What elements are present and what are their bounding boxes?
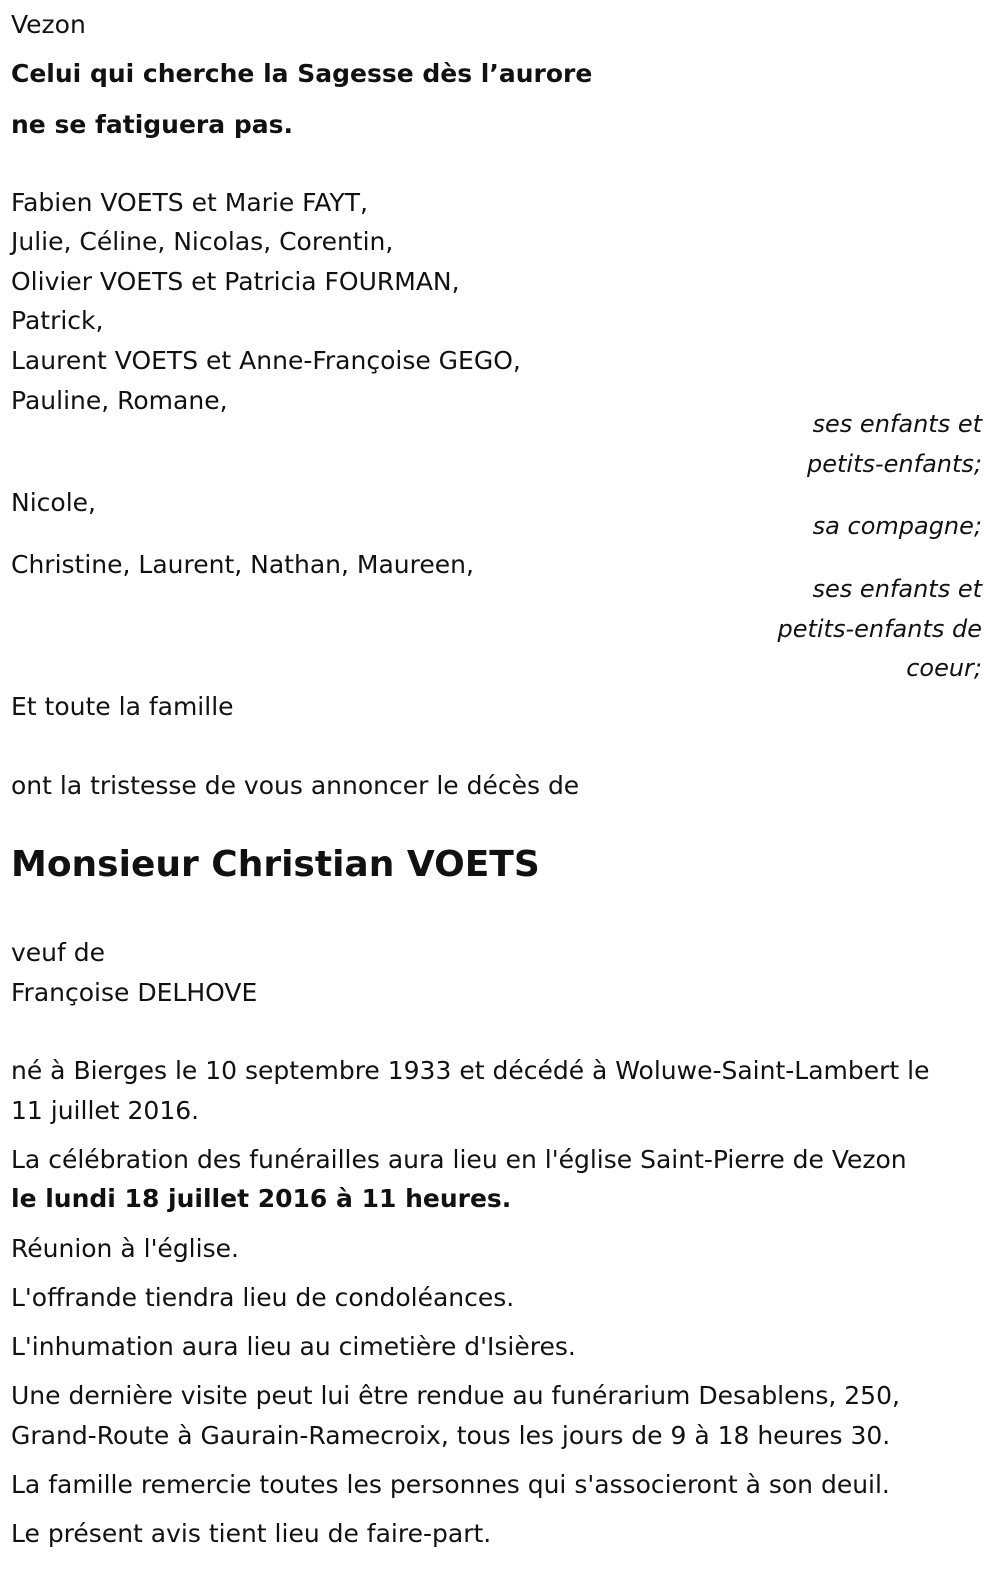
- visit-line-1: Une dernière visite peut lui être rendue au funérarium Desablens, 250,: [11, 1381, 900, 1410]
- burial-info: L'inhumation aura lieu au cimetière d'Isières.: [11, 1332, 576, 1361]
- spouse-name: Françoise DELHOVE: [11, 978, 258, 1007]
- heart-role-line-2: petits-enfants de: [777, 615, 982, 643]
- family-child-line: Pauline, Romane,: [11, 386, 228, 415]
- deceased-name: Monsieur Christian VOETS: [11, 844, 540, 885]
- quote-line-2: ne se fatiguera pas.: [11, 110, 293, 139]
- location: Vezon: [11, 10, 86, 39]
- rest-of-family: Et toute la famille: [11, 692, 234, 721]
- birth-death-line-1: né à Bierges le 10 septembre 1933 et décédé à Woluwe-Saint-Lambert le: [11, 1056, 930, 1085]
- family-child-line: Laurent VOETS et Anne-Françoise GEGO,: [11, 346, 521, 375]
- birth-death-line-2: 11 juillet 2016.: [11, 1096, 200, 1125]
- family-child-line: Fabien VOETS et Marie FAYT,: [11, 188, 368, 217]
- heart-role-line-3: coeur;: [906, 654, 982, 682]
- children-role-line-1: ses enfants et: [812, 410, 982, 438]
- notice: Le présent avis tient lieu de faire-part.: [11, 1519, 492, 1548]
- family-child-line: Olivier VOETS et Patricia FOURMAN,: [11, 267, 460, 296]
- announcement: ont la tristesse de vous annoncer le décès de: [11, 771, 580, 800]
- children-role-line-2: petits-enfants;: [807, 450, 982, 478]
- companion-role: sa compagne;: [812, 512, 982, 540]
- ceremony-line-1: La célébration des funérailles aura lieu en l'église Saint-Pierre de Vezon: [11, 1145, 907, 1174]
- heart-role-line-1: ses enfants et: [812, 575, 982, 603]
- family-child-line: Julie, Céline, Nicolas, Corentin,: [11, 227, 394, 256]
- family-child-line: Patrick,: [11, 306, 104, 335]
- thanks: La famille remercie toutes les personnes qui s'associeront à son deuil.: [11, 1470, 890, 1499]
- meeting-info: Réunion à l'église.: [11, 1234, 239, 1263]
- companion-name: Nicole,: [11, 488, 96, 517]
- widow-of-label: veuf de: [11, 938, 106, 967]
- ceremony-line-2: le lundi 18 juillet 2016 à 11 heures.: [11, 1184, 512, 1213]
- quote-line-1: Celui qui cherche la Sagesse dès l’aurore: [11, 59, 593, 88]
- heart-children: Christine, Laurent, Nathan, Maureen,: [11, 550, 474, 579]
- visit-line-2: Grand-Route à Gaurain-Ramecroix, tous les jours de 9 à 18 heures 30.: [11, 1421, 891, 1450]
- offering-info: L'offrande tiendra lieu de condoléances.: [11, 1283, 515, 1312]
